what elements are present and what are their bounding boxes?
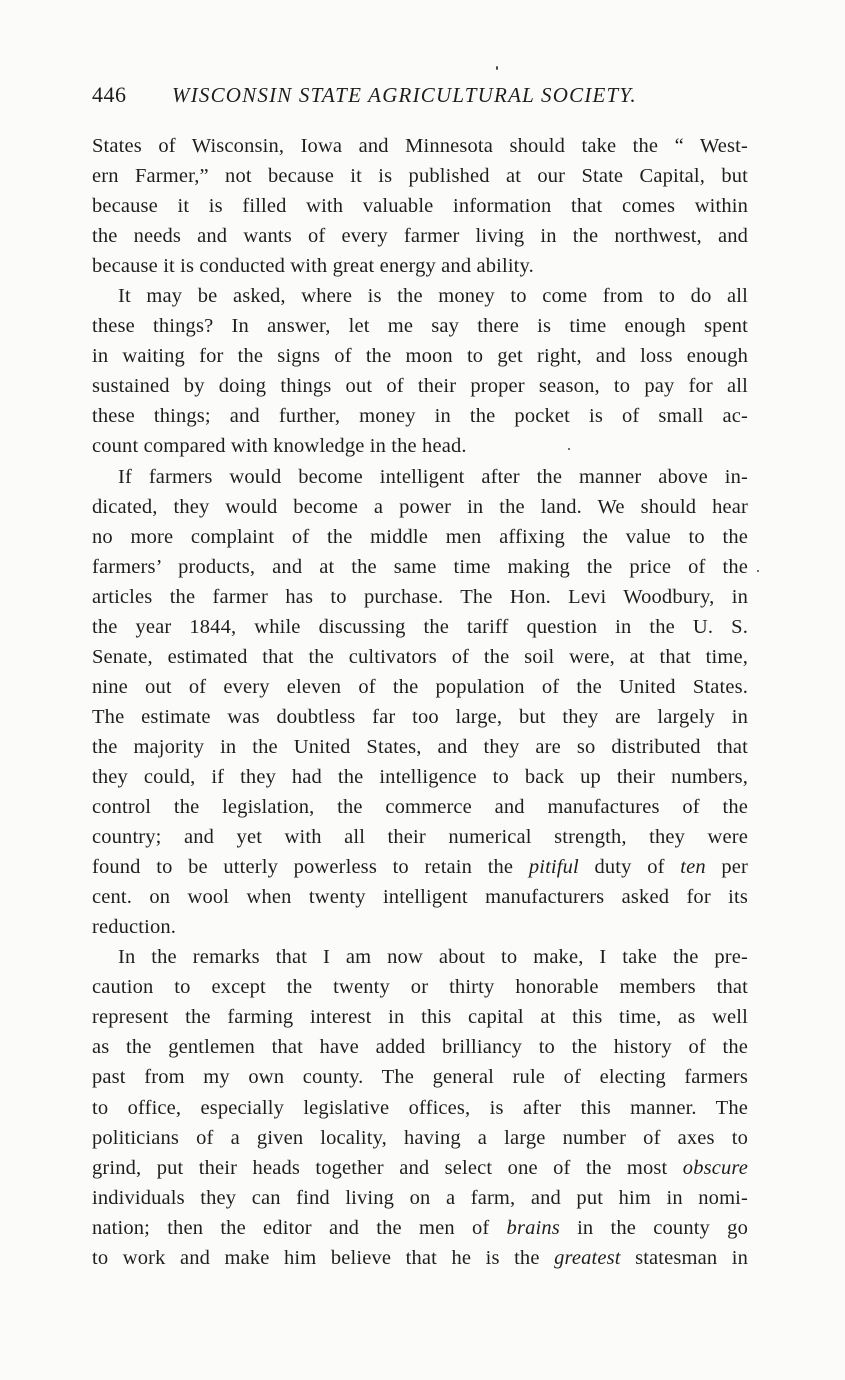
paragraph-start-line: If farmers would become intelligent after the manner above in- bbox=[118, 465, 748, 488]
text-line: represent the farming interest in this capital at this time, as well bbox=[92, 1006, 748, 1029]
text-line: cent. on wool when twenty intelligent manufacturers asked for its bbox=[92, 886, 748, 909]
text-line: they could, if they had the intelligence to back up their numbers, bbox=[92, 765, 748, 788]
text-line: no more complaint of the middle men affixing the value to the bbox=[92, 525, 748, 548]
text-segment: in the county go bbox=[559, 1216, 748, 1239]
text-line: the needs and wants of every farmer living in the northwest, and bbox=[92, 225, 748, 248]
text-line: count compared with knowledge in the head. bbox=[92, 435, 467, 458]
paragraph-start-line: It may be asked, where is the money to come from to do all bbox=[118, 285, 748, 308]
text-line: the majority in the United States, and they are so distributed that bbox=[92, 735, 748, 758]
italic-word: pitiful bbox=[528, 856, 579, 879]
text-line-with-italics bbox=[92, 852, 748, 882]
text-line: sustained by doing things out of their proper season, to pay for all bbox=[92, 375, 748, 398]
page-header bbox=[92, 78, 752, 112]
text-line: States of Wisconsin, Iowa and Minnesota should take the “ West- bbox=[92, 135, 748, 157]
text-line: to office, especially legislative offices, is after this manner. The bbox=[92, 1096, 748, 1119]
paragraph-start-line: In the remarks that I am now about to make, I take the pre- bbox=[118, 946, 748, 969]
print-speck bbox=[496, 66, 498, 70]
text-line: past from my own county. The general rule of electing farmers bbox=[92, 1066, 748, 1089]
text-line: dicated, they would become a power in the land. We should hear bbox=[92, 495, 748, 518]
text-line: these things? In answer, let me say there is time enough spent bbox=[92, 315, 748, 338]
text-segment: grind, put their heads together and select one of the most bbox=[92, 1156, 683, 1179]
text-segment: duty of bbox=[578, 856, 681, 879]
text-segment: per bbox=[705, 856, 748, 879]
text-line: in waiting for the signs of the moon to get right, and loss enough bbox=[92, 345, 748, 368]
text-line: as the gentlemen that have added brilliancy to the history of the bbox=[92, 1036, 748, 1059]
text-line: because it is conducted with great energy and ability. bbox=[92, 255, 534, 278]
text-line: because it is filled with valuable information that comes within bbox=[92, 195, 748, 218]
text-line: reduction. bbox=[92, 916, 177, 939]
text-line: politicians of a given locality, having a large number of axes to bbox=[92, 1126, 748, 1149]
text-line: individuals they can find living on a farm, and put him in nomi- bbox=[92, 1186, 748, 1209]
text-line: Senate, estimated that the cultivators of the soil were, at that time, bbox=[92, 645, 748, 668]
text-line: country; and yet with all their numerical strength, they were bbox=[92, 826, 748, 849]
running-head: WISCONSIN STATE AGRICULTURAL SOCIETY. bbox=[172, 83, 637, 107]
italic-word: obscure bbox=[682, 1156, 748, 1179]
italic-word: ten bbox=[680, 856, 706, 879]
text-line: articles the farmer has to purchase. The Hon. Levi Woodbury, in bbox=[92, 585, 748, 608]
text-segment: to work and make him believe that he is the bbox=[92, 1246, 555, 1269]
print-speck bbox=[568, 448, 570, 450]
italic-word: brains bbox=[506, 1216, 560, 1239]
text-segment: found to be utterly powerless to retain the bbox=[92, 856, 529, 879]
text-line: farmers’ products, and at the same time making the price of the bbox=[92, 555, 748, 578]
text-line: these things; and further, money in the pocket is of small ac- bbox=[92, 405, 748, 428]
text-line: the year 1844, while discussing the tariff question in the U. S. bbox=[92, 615, 748, 638]
text-line: control the legislation, the commerce and manufactures of the bbox=[92, 796, 748, 819]
body-text bbox=[92, 131, 748, 1273]
text-line-with-italics bbox=[92, 1213, 748, 1243]
italic-word: greatest bbox=[554, 1246, 621, 1269]
text-line: caution to except the twenty or thirty honorable members that bbox=[92, 976, 748, 999]
text-segment: statesman in bbox=[620, 1246, 748, 1269]
text-line: The estimate was doubtless far too large, but they are largely in bbox=[92, 705, 748, 728]
text-line-with-italics bbox=[92, 1243, 748, 1273]
print-speck bbox=[757, 570, 759, 572]
text-segment: nation; then the editor and the men of bbox=[92, 1216, 507, 1239]
text-line: nine out of every eleven of the population of the United States. bbox=[92, 675, 748, 698]
text-line: ern Farmer,” not because it is published at our State Capital, but bbox=[92, 165, 748, 188]
text-line-with-italics bbox=[92, 1153, 748, 1183]
page-number: 446 bbox=[92, 82, 127, 107]
